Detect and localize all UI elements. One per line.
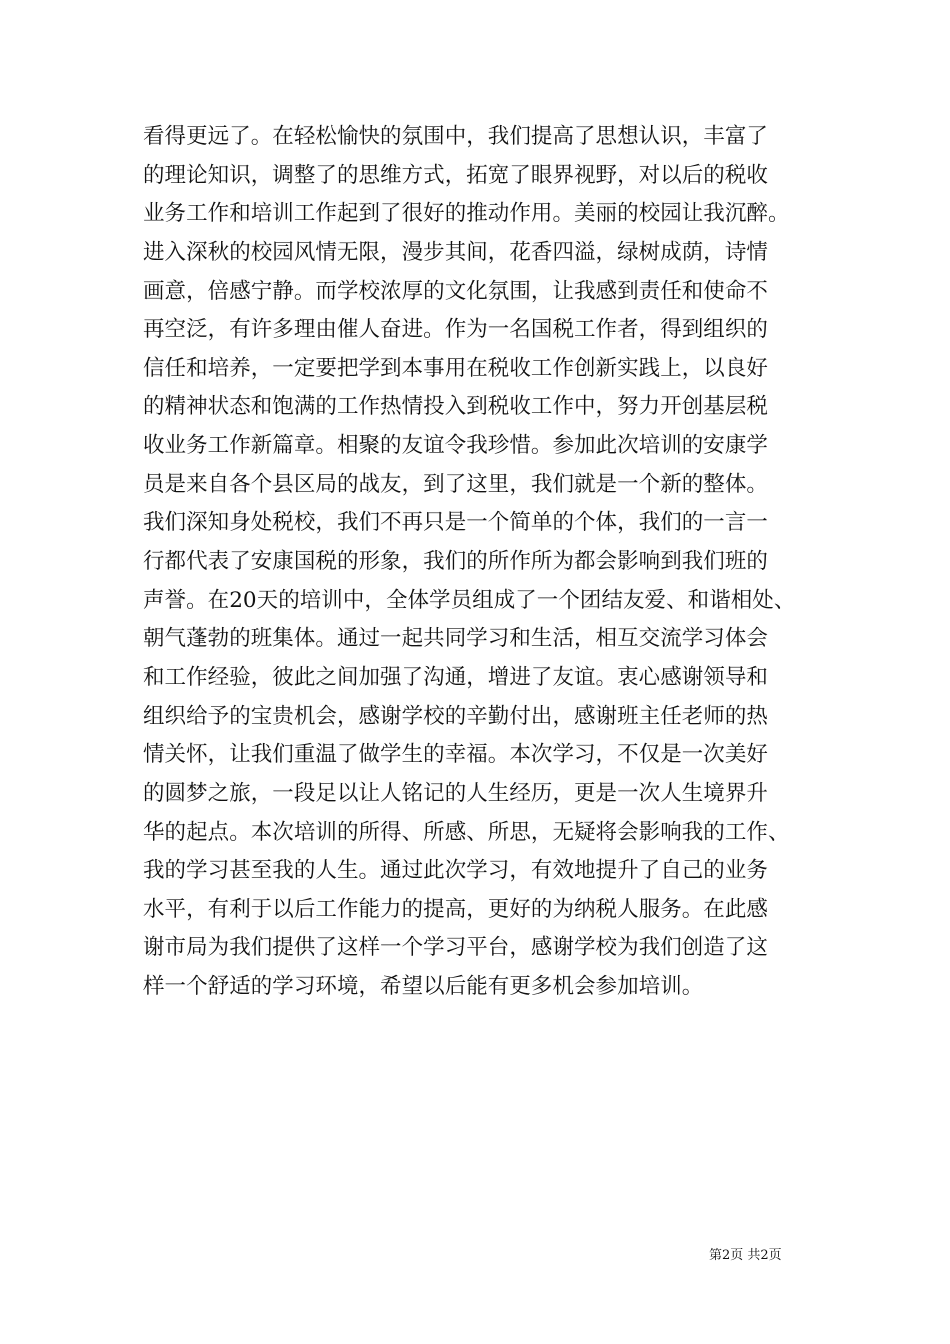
text-line-6: 再空泛，有许多理由催人奋进。作为一名国税工作者，得到组织的 <box>143 317 768 343</box>
text-line-16: 组织给予的宝贵机会，感谢学校的辛勤付出，感谢班主任老师的热 <box>143 703 768 729</box>
text-line-8: 的精神状态和饱满的工作热情投入到税收工作中，努力开创基层税 <box>143 394 768 420</box>
text-line-4: 进入深秋的校园风情无限，漫步其间，花香四溢，绿树成荫，诗情 <box>143 239 768 265</box>
text-line-19: 华的起点。本次培训的所得、所感、所思，无疑将会影响我的工作、 <box>143 819 790 845</box>
text-line-14: 朝气蓬勃的班集体。通过一起共同学习和生活，相互交流学习体会 <box>143 626 768 652</box>
page-number-footer: 第2页 共2页 <box>709 1248 782 1263</box>
text-line-10: 员是来自各个县区局的战友，到了这里，我们就是一个新的整体。 <box>143 471 768 497</box>
text-line-11: 我们深知身处税校，我们不再只是一个简单的个体，我们的一言一 <box>143 510 768 536</box>
text-line-12: 行都代表了安康国税的形象，我们的所作所为都会影响到我们班的 <box>143 549 768 575</box>
text-line-2: 的理论知识，调整了的思维方式，拓宽了眼界视野，对以后的税收 <box>143 162 768 188</box>
text-line-9: 收业务工作新篇章。相聚的友谊令我珍惜。参加此次培训的安康学 <box>143 433 768 459</box>
text-line-13: 声誉。在20天的培训中，全体学员组成了一个团结友爱、和谐相处、 <box>143 587 796 613</box>
text-line-15: 和工作经验，彼此之间加强了沟通，增进了友谊。衷心感谢领导和 <box>143 664 768 690</box>
text-line-5: 画意，倍感宁静。而学校浓厚的文化氛围，让我感到责任和使命不 <box>143 278 768 304</box>
text-line-3: 业务工作和培训工作起到了很好的推动作用。美丽的校园让我沉醉。 <box>143 201 790 227</box>
text-line-7: 信任和培养，一定要把学到本事用在税收工作创新实践上，以良好 <box>143 355 768 381</box>
text-line-1: 看得更远了。在轻松愉快的氛围中，我们提高了思想认识，丰富了 <box>143 124 768 149</box>
text-line-20: 我的学习甚至我的人生。通过此次学习，有效地提升了自己的业务 <box>143 858 768 884</box>
text-line-17: 情关怀，让我们重温了做学生的幸福。本次学习，不仅是一次美好 <box>143 742 768 768</box>
text-line-22: 谢市局为我们提供了这样一个学习平台，感谢学校为我们创造了这 <box>143 935 768 961</box>
text-line-18: 的圆梦之旅，一段足以让人铭记的人生经历，更是一次人生境界升 <box>143 780 768 806</box>
text-line-23: 样一个舒适的学习环境，希望以后能有更多机会参加培训。 <box>143 974 704 1000</box>
body-paragraph <box>143 118 833 1007</box>
text-line-21: 水平，有利于以后工作能力的提高，更好的为纳税人服务。在此感 <box>143 896 768 922</box>
